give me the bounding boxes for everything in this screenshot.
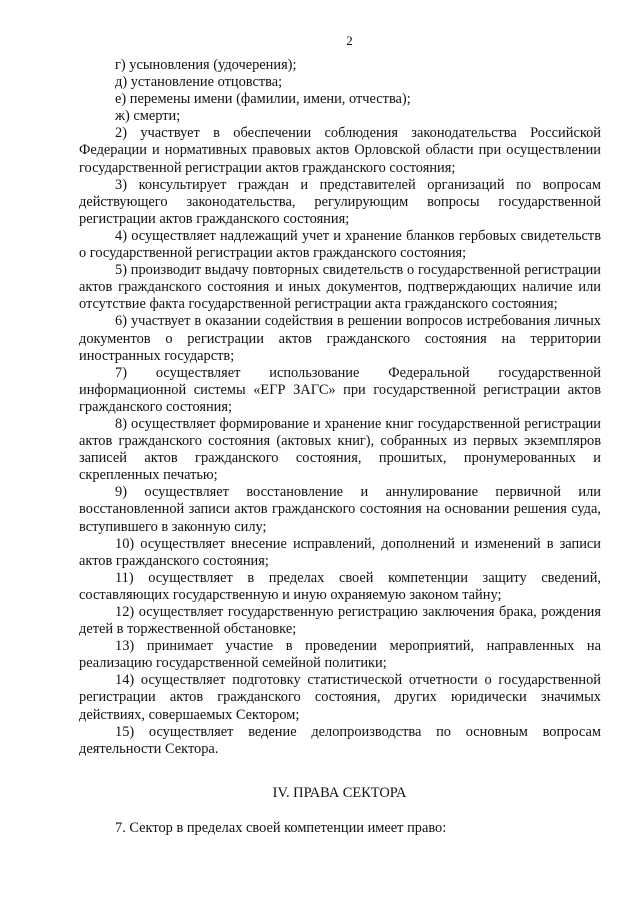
list-subitem: ж) смерти; bbox=[115, 108, 181, 125]
list-subitem: г) усыновления (удочерения); bbox=[115, 57, 297, 73]
list-item: 2) участвует в обеспечении соблюдения законодательства Российской Федерации и нормативных правовых актов Орловской области при осуществлении государственной регистрации актов гражданского состояния; bbox=[79, 125, 601, 176]
list-subitem: е) перемены имени (фамилии, имени, отчества); bbox=[115, 91, 411, 108]
list-item: 4) осуществляет надлежащий учет и хранение бланков гербовых свидетельств о государственной регистрации актов гражданского состояния; bbox=[79, 227, 601, 262]
list-item: 10) осуществляет внесение исправлений, дополнений и изменений в записи актов гражданского состояния; bbox=[79, 535, 601, 569]
list-item: 13) принимает участие в проведении мероприятий, направленных на реализацию государственной семейной политики; bbox=[79, 638, 601, 672]
list-item: 9) осуществляет восстановление и аннулирование первичной или восстановленной записи актов гражданского состояния на основании решения суда, вступившего в законную силу; bbox=[79, 484, 601, 535]
document-body bbox=[79, 57, 601, 758]
list-item: 12) осуществляет государственную регистрацию заключения брака, рождения детей в торжественной обстановке; bbox=[79, 604, 601, 638]
page-number: 2 bbox=[346, 33, 353, 48]
section-paragraph: 7. Сектор в пределах своей компетенции имеет право: bbox=[115, 820, 447, 836]
list-item: 3) консультирует граждан и представителей организаций по вопросам действующего законодательства, регулирующим вопросы государственной регистрации актов гражданского состояния; bbox=[79, 176, 601, 227]
list-item: 8) осуществляет формирование и хранение книг государственной регистрации актов гражданского состояния (актовых книг), собранных из первых экземпляров записей актов гражданского состояния, прошитых, пронумерованных и скрепленных печатью; bbox=[79, 415, 601, 484]
list-subitem: д) установление отцовства; bbox=[115, 74, 283, 91]
list-item: 14) осуществляет подготовку статистической отчетности о государственной регистрации актов гражданского состояния, других юридически значимых действиях, совершаемых Сектором; bbox=[79, 672, 601, 723]
list-item: 7) осуществляет использование Федеральной государственной информационной системы «ЕГР ЗАГС» при государственной регистрации актов гражданского состояния; bbox=[79, 364, 601, 415]
section-title: IV. ПРАВА СЕКТОРА bbox=[272, 785, 407, 801]
list-item: 11) осуществляет в пределах своей компетенции защиту сведений, составляющих государственную и иную охраняемую законом тайну; bbox=[79, 569, 601, 603]
list-item: 15) осуществляет ведение делопроизводства по основным вопросам деятельности Сектора. bbox=[79, 723, 601, 757]
list-item: 5) производит выдачу повторных свидетельств о государственной регистрации актов гражданского состояния и иных документов, подтверждающих наличие или отсутствие факта государственной регистрации акта гражданского состояния; bbox=[79, 262, 601, 313]
list-item: 6) участвует в оказании содействия в решении вопросов истребования личных документов о регистрации актов гражданского состояния на территории иностранных государств; bbox=[79, 313, 601, 364]
